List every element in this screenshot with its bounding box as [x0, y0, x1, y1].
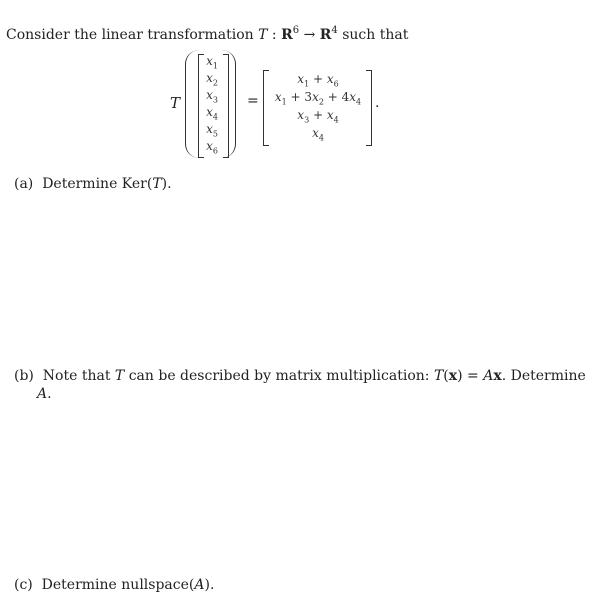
part-c-text: Determine nullspace(A).: [41, 577, 215, 593]
intro-prefix: Consider the linear transformation: [6, 27, 259, 43]
part-b-line2: A.: [37, 386, 52, 402]
input-entry: $x_5$: [206, 122, 218, 139]
output-entry: $x_1 + 3x_2 + 4x_4$: [274, 90, 362, 107]
part-b-label: (b): [14, 368, 34, 384]
equation-period: .: [375, 95, 380, 111]
equals-sign: =: [247, 93, 259, 109]
input-entry: $x_3$: [206, 88, 218, 105]
intro-suffix: such that: [337, 27, 409, 43]
codomain-symbol: R: [319, 27, 332, 43]
part-a: [14, 175, 172, 193]
output-entry: $x_4$: [312, 126, 324, 143]
intro-line: Consider the linear transformation T : $R^6 \to R^4$ such that: [6, 25, 409, 43]
part-c: [14, 576, 214, 594]
output-entry: $x_1 + x_6$: [297, 72, 339, 89]
part-c-label: (c): [14, 577, 33, 593]
arrow-symbol: →: [303, 27, 316, 43]
part-a-text: Determine Ker(T).: [42, 176, 172, 192]
domain-symbol: R: [281, 27, 293, 43]
output-entry: $x_3 + x_4$: [297, 108, 339, 125]
operator-symbol: T: [170, 94, 181, 112]
part-a-label: (a): [14, 176, 34, 192]
right-paren: [221, 50, 236, 158]
output-right-bracket: [366, 70, 372, 146]
input-entry: $x_1$: [206, 54, 218, 71]
input-entry: $x_4$: [206, 105, 218, 122]
domain-exponent: 6: [292, 25, 300, 36]
part-b-line1: Note that T can be described by matrix multiplication: T(x) = Ax. Determine: [42, 368, 586, 384]
input-entry: $x_6$: [206, 139, 218, 156]
input-entry: $x_2$: [206, 71, 218, 88]
map-symbol: T: [258, 27, 268, 43]
codomain-exponent: 4: [331, 25, 338, 36]
part-b: [14, 367, 586, 385]
